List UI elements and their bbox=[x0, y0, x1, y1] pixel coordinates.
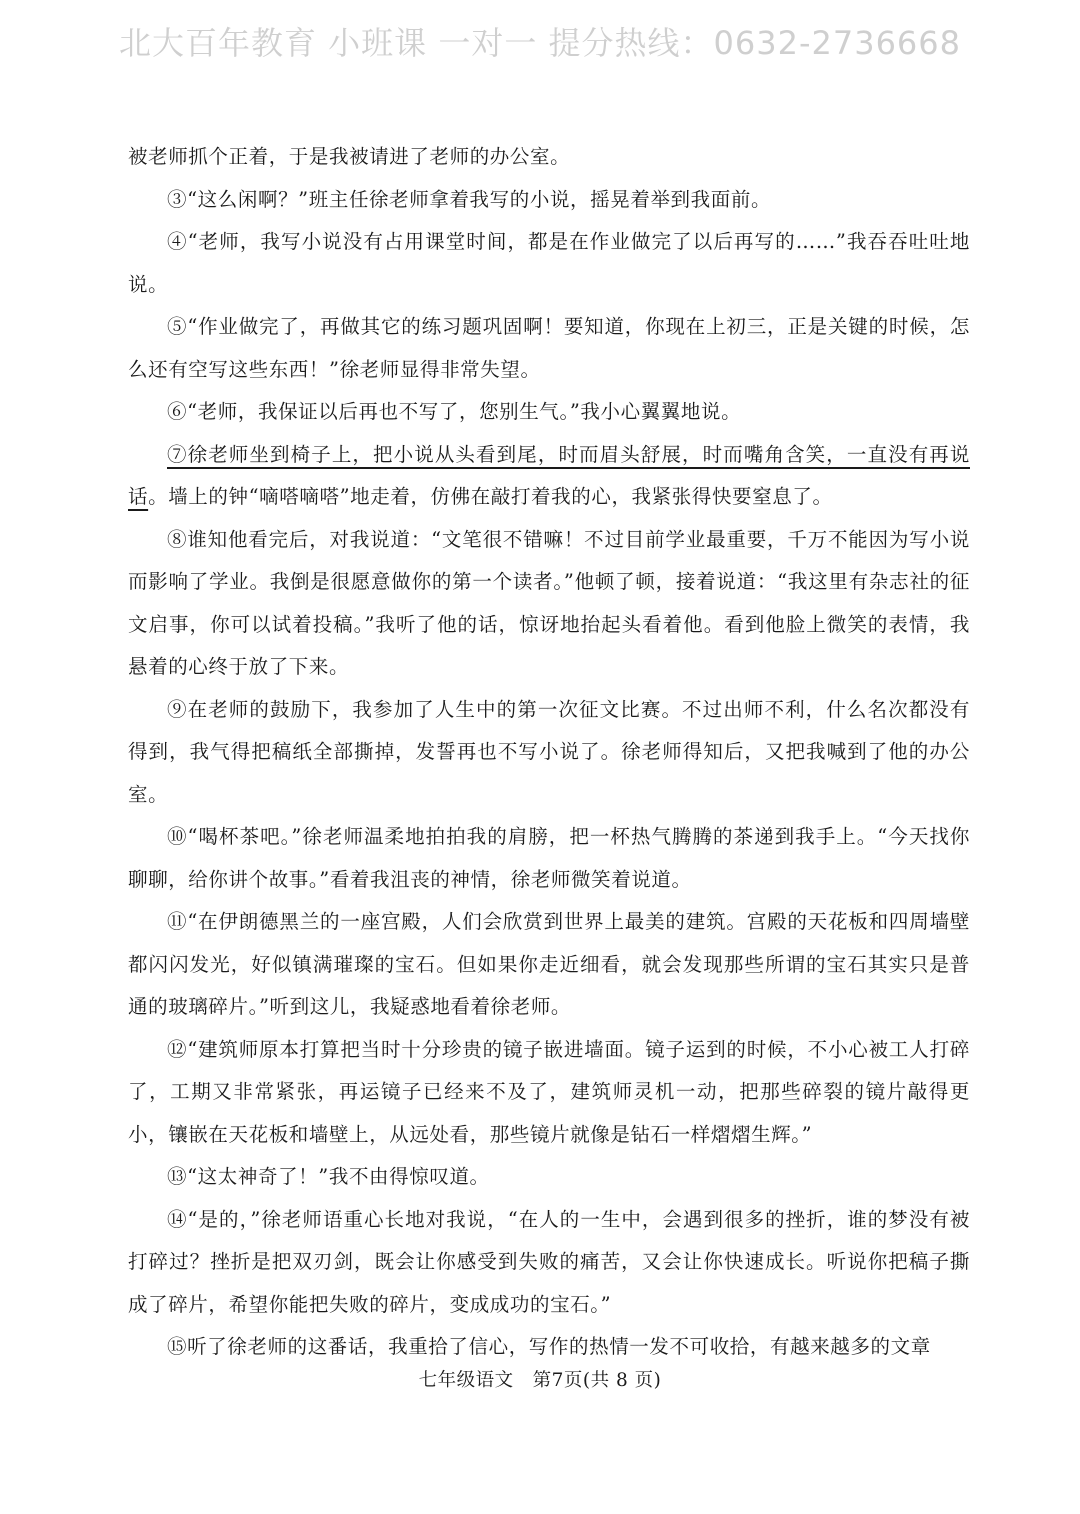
paragraph-11: ⑪“在伊朗德黑兰的一座宫殿，人们会欣赏到世界上最美的建筑。宫殿的天花板和四周墙壁都闪闪发光，好似镇满璀璨的宝石。但如果你走近细看，就会发现那些所谓的宝石其实只是普通的玻璃碎片。”听到这儿，我疑惑地看着徐老师。 bbox=[128, 910, 970, 1018]
paragraph-10: ⑩“喝杯茶吧。”徐老师温柔地拍拍我的肩膀，把一杯热气腾腾的茶递到我手上。“今天找你聊聊，给你讲个故事。”看着我沮丧的神情，徐老师微笑着说道。 bbox=[128, 825, 970, 891]
article-body bbox=[128, 136, 970, 1369]
watermark: 北大百年教育 小班课 一对一 提分热线：0632-2736668 bbox=[118, 24, 962, 62]
paragraph-5: ⑤“作业做完了，再做其它的练习题巩固啊！要知道，你现在上初三，正是关键的时候，怎么还有空写这些东西！”徐老师显得非常失望。 bbox=[128, 315, 970, 381]
paragraph-15: ⑮听了徐老师的这番话，我重拾了信心，写作的热情一发不可收拾，有越来越多的文章 bbox=[167, 1335, 931, 1358]
paragraph-9: ⑨在老师的鼓励下，我参加了人生中的第一次征文比赛。不过出师不利，什么名次都没有得到，我气得把稿纸全部撕掉，发誓再也不写小说了。徐老师得知后，又把我喊到了他的办公室。 bbox=[128, 697, 970, 806]
paragraph-3: ③“这么闲啊？”班主任徐老师拿着我写的小说，摇晃着举到我面前。 bbox=[167, 187, 772, 211]
paragraph-4: ④“老师，我写小说没有占用课堂时间，都是在作业做完了以后再写的……”我吞吞吐吐地说。 bbox=[128, 230, 970, 296]
paragraph-6: ⑥“老师，我保证以后再也不写了，您别生气。”我小心翼翼地说。 bbox=[167, 400, 742, 423]
paragraph-12: ⑫“建筑师原本打算把当时十分珍贵的镜子嵌进墙面。镜子运到的时候，不小心被工人打碎了，工期又非常紧张，再运镜子已经来不及了，建筑师灵机一动，把那些碎裂的镜片敲得更小，镶嵌在天花板和墙壁上，从远处看，那些镜片就像是钻石一样熠熠生辉。” bbox=[128, 1037, 970, 1146]
paragraph-7 bbox=[128, 434, 970, 519]
paragraph-13: ⑬“这太神奇了！”我不由得惊叹道。 bbox=[167, 1165, 490, 1188]
paragraph-14: ⑭“是的，”徐老师语重心长地对我说，“在人的一生中，会遇到很多的挫折，谁的梦没有被打碎过？挫折是把双刃剑，既会让你感受到失败的痛苦，又会让你快速成长。听说你把稿子撕成了碎片，希望你能把失败的碎片，变成成功的宝石。” bbox=[128, 1207, 970, 1316]
paragraph-continuation: 被老师抓个正着，于是我被请进了老师的办公室。 bbox=[128, 145, 571, 168]
paragraph-8: ⑧谁知他看完后，对我说道：“文笔很不错嘛！不过目前学业最重要，千万不能因为写小说而影响了学业。我倒是很愿意做你的第一个读者。”他顿了顿，接着说道：“我这里有杂志社的征文启事，你可以试着投稿。”我听了他的话，惊讶地抬起头看着他。看到他脸上微笑的表情，我悬着的心终于放了下来。 bbox=[128, 527, 970, 678]
underlined-sentence: ⑦徐老师坐到椅子上，把小说从头看到尾，时而眉头舒展，时而嘴角含笑，一直没有再说话 bbox=[128, 442, 970, 508]
paragraph-7-rest: 。墙上的钟“嘀嗒嘀嗒”地走着，仿佛在敲打着我的心，我紧张得快要窒息了。 bbox=[148, 485, 833, 508]
page-footer: 七年级语文 第7页(共 8 页) bbox=[418, 1370, 662, 1391]
